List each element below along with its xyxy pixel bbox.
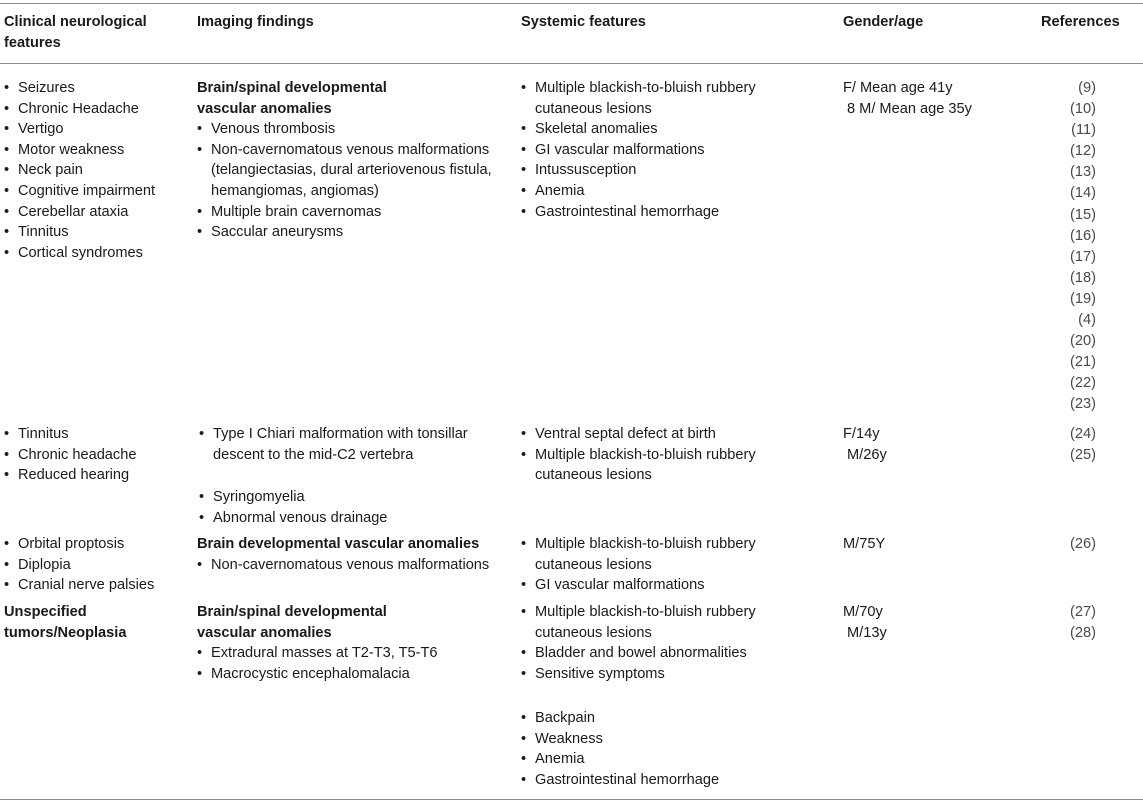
list-item: • Macrocystic encephalomalacia xyxy=(197,664,438,685)
row4-imaging xyxy=(197,602,438,684)
list-item: • Abnormal venous drainage xyxy=(199,508,387,529)
list-item: • Multiple blackish-to-bluish rubbery xyxy=(521,602,756,623)
list-item: • Weakness xyxy=(521,729,719,750)
list-item: • Saccular aneurysms xyxy=(197,222,492,243)
row1-gender-age xyxy=(843,78,972,119)
list-item: • Cortical syndromes xyxy=(4,243,155,264)
row2-gender-age xyxy=(843,424,887,465)
list-item: • Syringomyelia xyxy=(199,487,387,508)
row1-references xyxy=(1052,78,1096,416)
list-item: • Reduced hearing xyxy=(4,465,136,486)
reference: (12) xyxy=(1070,143,1096,160)
list-item: • Multiple blackish-to-bluish rubbery xyxy=(521,78,756,99)
reference: (28) xyxy=(1070,625,1096,642)
list-item: • Gastrointestinal hemorrhage xyxy=(521,770,719,791)
imaging-heading: Brain developmental vascular anomalies xyxy=(197,536,480,552)
reference: (25) xyxy=(1070,447,1096,464)
row2-imaging xyxy=(199,424,468,465)
row2-imaging-lower xyxy=(199,487,387,528)
row1-clinical xyxy=(4,78,155,263)
list-item: • Seizures xyxy=(4,78,155,99)
clinical-heading: Unspecified xyxy=(4,604,87,620)
reference: (10) xyxy=(1070,101,1096,118)
list-item: • Non-cavernomatous venous malformations xyxy=(197,140,492,161)
list-item-continuation: cutaneous lesions xyxy=(535,467,652,484)
header-rule xyxy=(0,63,1143,64)
reference: (11) xyxy=(1071,122,1096,139)
row3-imaging xyxy=(197,534,489,575)
list-item: • Gastrointestinal hemorrhage xyxy=(521,202,756,223)
row2-systemic xyxy=(521,424,756,486)
list-item: • Multiple blackish-to-bluish rubbery xyxy=(521,445,756,466)
reference: (22) xyxy=(1070,375,1096,392)
reference: (24) xyxy=(1070,426,1096,442)
list-item-continuation: cutaneous lesions xyxy=(535,100,652,117)
gender-age-value: M/13y xyxy=(847,624,887,641)
gender-age-value: 8 M/ Mean age 35y xyxy=(847,100,972,117)
header-clinical xyxy=(4,12,147,54)
list-item: • GI vascular malformations xyxy=(521,140,756,161)
row4-references xyxy=(1052,602,1096,644)
list-item: • Venous thrombosis xyxy=(197,119,492,140)
list-item-continuation: (telangiectasias, dural arteriovenous fistula, xyxy=(211,162,492,179)
list-item: • Neck pain xyxy=(4,160,155,181)
header-imaging: Imaging findings xyxy=(197,14,314,30)
reference: (9) xyxy=(1078,80,1096,96)
list-item: • Backpain xyxy=(521,708,719,729)
list-item: • Multiple blackish-to-bluish rubbery xyxy=(521,534,756,555)
list-item: • Anemia xyxy=(521,181,756,202)
list-item: • Non-cavernomatous venous malformations xyxy=(197,555,489,576)
list-item: • Skeletal anomalies xyxy=(521,119,756,140)
row2-references xyxy=(1052,424,1096,466)
row4-clinical xyxy=(4,602,126,643)
list-item: • Bladder and bowel abnormalities xyxy=(521,643,756,664)
reference: (14) xyxy=(1070,185,1096,202)
reference: (26) xyxy=(1070,536,1096,552)
reference: (16) xyxy=(1070,227,1096,244)
clinical-heading: tumors/Neoplasia xyxy=(4,624,127,641)
list-item: • Cognitive impairment xyxy=(4,181,155,202)
list-item-continuation: cutaneous lesions xyxy=(535,624,652,641)
list-item: • Vertigo xyxy=(4,119,155,140)
reference: (15) xyxy=(1070,206,1096,223)
gender-age-value: M/26y xyxy=(847,446,887,463)
list-item: • Diplopia xyxy=(4,555,154,576)
imaging-heading: vascular anomalies xyxy=(197,100,332,117)
list-item: • Chronic headache xyxy=(4,445,136,466)
list-item: • Anemia xyxy=(521,749,719,770)
header-references: References xyxy=(1041,14,1120,30)
header-clinical-line: Clinical neurological xyxy=(4,14,147,30)
list-item: • Tinnitus xyxy=(4,424,136,445)
list-item: • Orbital proptosis xyxy=(4,534,154,555)
list-item: • Chronic Headache xyxy=(4,99,155,120)
gender-age-value: M/70y xyxy=(843,604,883,620)
row1-systemic xyxy=(521,78,756,222)
row3-systemic xyxy=(521,534,756,596)
row4-systemic xyxy=(521,602,756,684)
header-systemic: Systemic features xyxy=(521,14,646,30)
list-item: • Sensitive symptoms xyxy=(521,664,756,685)
list-item-continuation: descent to the mid-C2 vertebra xyxy=(213,446,414,463)
row3-gender-age xyxy=(843,534,885,555)
list-item: • Cerebellar ataxia xyxy=(4,202,155,223)
table-bottom-rule xyxy=(0,799,1143,800)
header-clinical-line: features xyxy=(4,35,61,51)
reference: (4) xyxy=(1078,312,1096,329)
list-item: • Extradural masses at T2-T3, T5-T6 xyxy=(197,643,438,664)
header-gender-age: Gender/age xyxy=(843,14,924,30)
reference: (18) xyxy=(1070,269,1096,286)
list-item: • Multiple brain cavernomas xyxy=(197,202,492,223)
row4-gender-age xyxy=(843,602,887,643)
reference: (21) xyxy=(1070,354,1096,371)
row1-imaging xyxy=(197,78,492,243)
list-item: • GI vascular malformations xyxy=(521,575,756,596)
list-item: • Intussusception xyxy=(521,160,756,181)
list-item: • Motor weakness xyxy=(4,140,155,161)
imaging-heading: vascular anomalies xyxy=(197,624,332,641)
reference: (19) xyxy=(1070,290,1096,307)
list-item-continuation: cutaneous lesions xyxy=(535,556,652,573)
gender-age-value: M/75Y xyxy=(843,536,886,552)
row4-systemic-lower xyxy=(521,708,719,790)
imaging-heading: Brain/spinal developmental xyxy=(197,80,387,96)
list-item-continuation: hemangiomas, angiomas) xyxy=(211,182,379,199)
reference: (20) xyxy=(1070,333,1096,350)
gender-age-value: F/14y xyxy=(843,426,880,442)
list-item: • Type I Chiari malformation with tonsillar xyxy=(199,424,468,445)
row2-clinical xyxy=(4,424,136,486)
table-top-rule xyxy=(0,3,1143,4)
list-item: • Cranial nerve palsies xyxy=(4,575,154,596)
reference: (27) xyxy=(1070,604,1096,620)
reference: (13) xyxy=(1070,164,1096,181)
row3-clinical xyxy=(4,534,154,596)
list-item: • Tinnitus xyxy=(4,222,155,243)
reference: (23) xyxy=(1070,396,1096,413)
reference: (17) xyxy=(1070,248,1096,265)
row3-references xyxy=(1052,534,1096,555)
list-item: • Ventral septal defect at birth xyxy=(521,424,756,445)
gender-age-value: F/ Mean age 41y xyxy=(843,80,953,96)
imaging-heading: Brain/spinal developmental xyxy=(197,604,387,620)
